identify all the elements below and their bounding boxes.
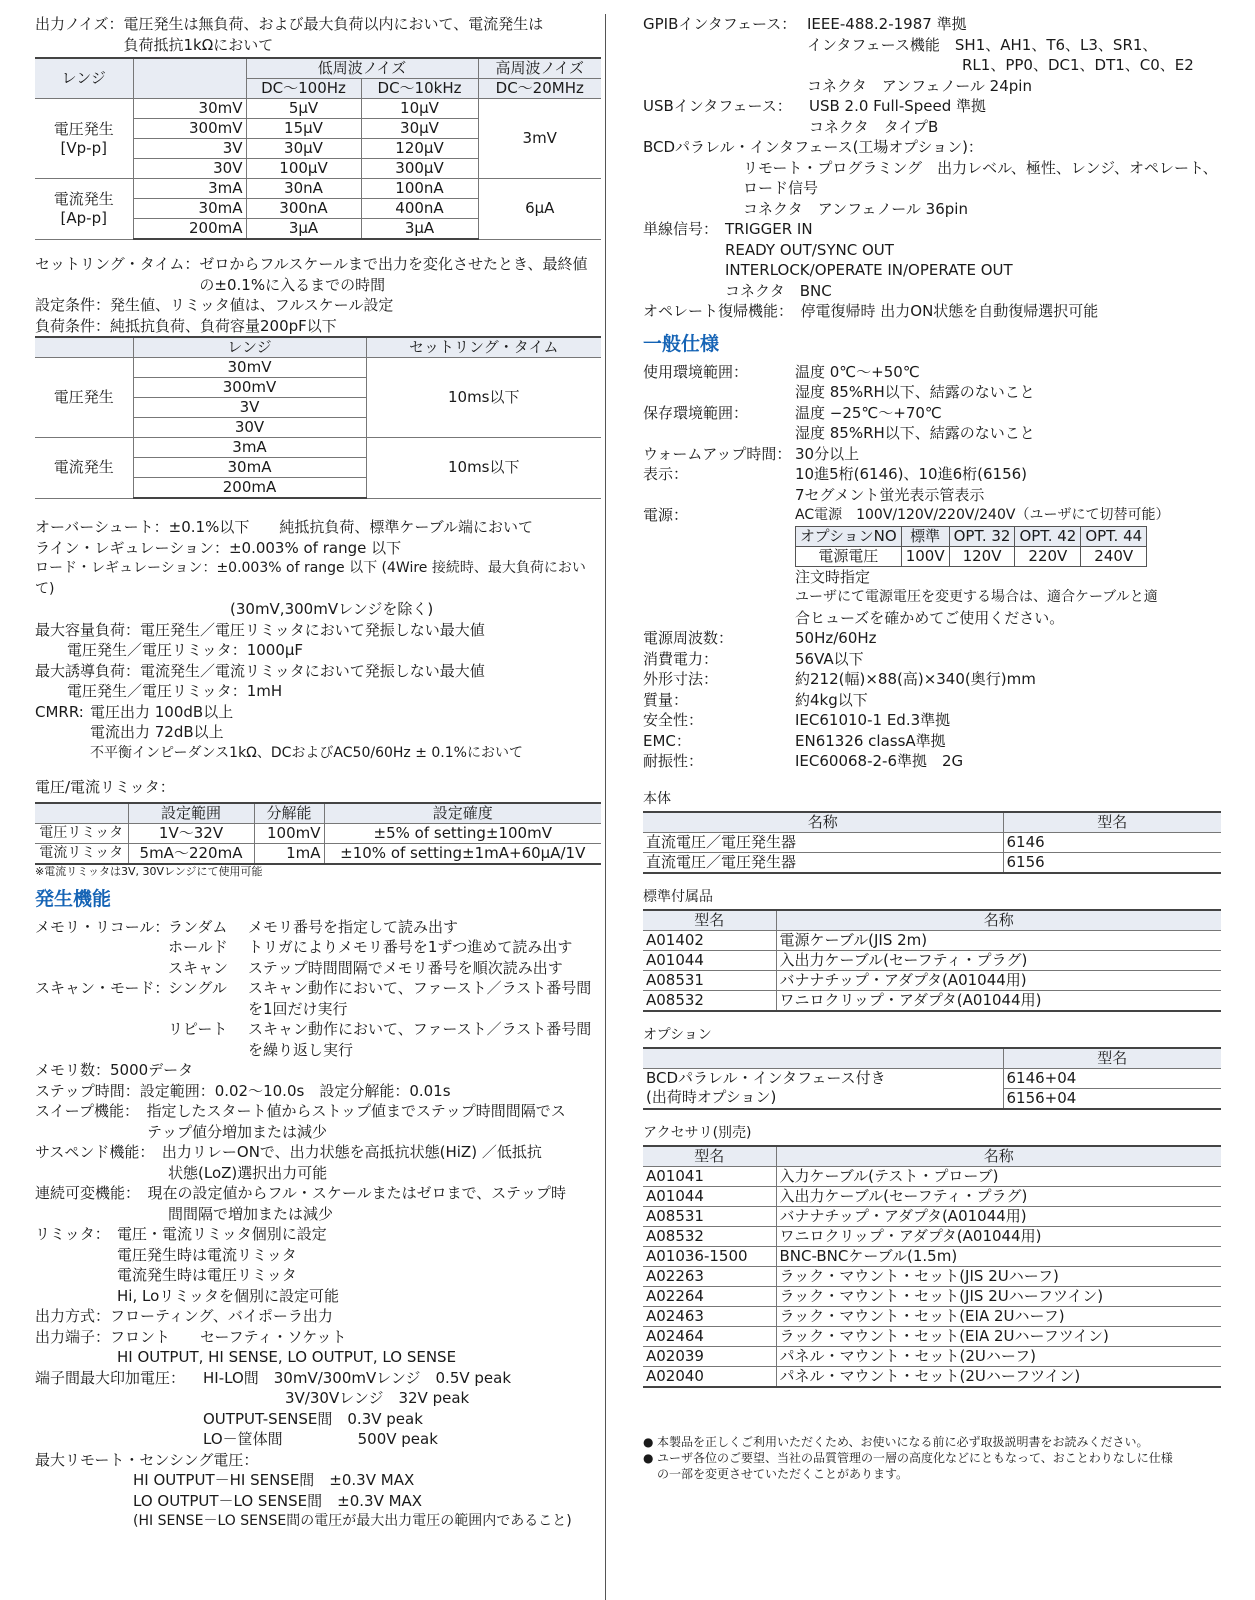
continuous-2: 間間隔で増加または減少	[168, 1204, 334, 1223]
std-row-model: A01402	[643, 930, 776, 950]
cmrr-current: 電流出力 72dB以上	[90, 723, 224, 741]
power-header: 標準	[901, 526, 949, 546]
line-regulation: ライン・レギュレーション：±0.003% of range 以下	[35, 538, 402, 557]
suspend-1: サスペンド機能： 出力リレーONで、出力状態を高抵抗状態(HiZ) ／低抵抗	[35, 1143, 542, 1161]
limiter-func-label: リミッタ：	[35, 1225, 110, 1243]
scan-mode-desc: スキャン動作において、ファースト／ラスト番号間	[248, 1020, 592, 1038]
noise-low-cell: 30nA	[246, 179, 361, 199]
acc-row-model: A02463	[643, 1306, 776, 1326]
spec-key	[643, 423, 795, 444]
power-note-2: ユーザにて電源電圧を変更する場合は、適合ケーブルと適	[795, 589, 1158, 605]
acc-row-model: A02264	[643, 1286, 776, 1306]
suspend-2: 状態(LoZ)選択出力可能	[168, 1163, 328, 1182]
power-header: OPT. 42	[1015, 526, 1081, 546]
spec-value: 7セグメント蛍光表示管表示	[795, 485, 985, 504]
general-specs-2	[643, 628, 1221, 772]
generation-section-title: 発生機能	[35, 887, 112, 910]
power-value: 100V	[901, 546, 949, 566]
power-note-1: 注文時指定	[795, 567, 871, 586]
settling-range-cell: 200mA	[133, 478, 366, 499]
noise-header-low: 低周波ノイズ	[246, 58, 478, 79]
spec-value: IEC60068-2-6準拠 2G	[795, 752, 964, 770]
right-column	[643, 14, 1221, 1482]
remote-sensing-1: HI OUTPUT－HI SENSE間 ±0.3V MAX	[133, 1471, 415, 1489]
acc-row-name: ラック・マウント・セット(EIA 2Uハーフ)	[776, 1306, 1221, 1326]
noise-low-cell: 15μV	[246, 119, 361, 139]
acc-row-name: 入出力ケーブル(セーフティ・プラグ)	[776, 1186, 1221, 1206]
spec-key	[643, 485, 795, 506]
scan-mode-key: リピート	[168, 1020, 228, 1038]
output-noise-row	[35, 14, 601, 55]
limiter-row-name: 電圧リミッタ	[35, 823, 128, 843]
acc-row-name: 入力ケーブル(テスト・プローブ)	[776, 1166, 1221, 1186]
power-value: 240V	[1081, 546, 1147, 566]
settling-condition: 設定条件：発生値、リミッタ値は、フルスケール設定	[35, 296, 394, 314]
noise-low-cell: 400nA	[361, 199, 478, 219]
acc-row-model: A08532	[643, 1226, 776, 1246]
noise-header-range: レンジ	[35, 58, 133, 99]
noise-voltage-group-line1: 電圧発生	[53, 119, 114, 138]
signal-interlock: INTERLOCK/OPERATE IN/OPERATE OUT	[725, 261, 1013, 279]
max-capacitive-2: 電圧発生／電圧リミッタ：1000μF	[67, 641, 304, 659]
spec-key: 保存環境範囲：	[643, 403, 749, 422]
limiter-row-accuracy: ±10% of setting±1mA+60μA/1V	[324, 843, 601, 864]
sweep-2: テップ値分増加または減少	[147, 1122, 328, 1141]
scan-mode-label: スキャン・モード：	[35, 979, 170, 997]
scan-mode-desc: を1回だけ実行	[248, 999, 348, 1018]
memory-recall-label: メモリ・リコール：	[35, 917, 170, 936]
usb-standard: USB 2.0 Full-Speed 準拠	[809, 97, 987, 115]
noise-low-cell: 120μV	[361, 139, 478, 159]
power-header: OPT. 32	[949, 526, 1015, 546]
max-capacitive-1: 最大容量負荷：電圧発生／電圧リミッタにおいて発振しない最大値	[35, 620, 485, 639]
acc-row-name: ワニロクリップ・アダプタ(A01044用)	[776, 1226, 1221, 1246]
power-note-3: 合ヒューズを確かめてご使用ください。	[795, 608, 1065, 627]
std-row-model: A08532	[643, 990, 776, 1011]
general-specs	[643, 362, 1221, 526]
load-regulation-1: ロード・レギュレーション：±0.003% of range 以下 (4Wire 接続時、最大負荷において)	[35, 560, 586, 597]
acc-row-name: パネル・マウント・セット(2Uハーフツイン)	[776, 1366, 1221, 1387]
acc-header-name: 名称	[776, 1146, 1221, 1167]
options-row-name-2: (出荷時オプション)	[643, 1088, 1003, 1109]
body-row-model: 6156	[1003, 852, 1221, 873]
noise-low-cell: 300nA	[246, 199, 361, 219]
acc-row-model: A02039	[643, 1346, 776, 1366]
spec-key: 消費電力：	[643, 649, 719, 668]
output-noise-label: 出力ノイズ：	[35, 15, 124, 33]
signal-connector: コネクタ BNC	[725, 281, 832, 300]
step-time: ステップ時間：設定範囲：0.02～10.0s 設定分解能：0.01s	[35, 1081, 451, 1100]
accessories-table	[643, 1145, 1221, 1388]
noise-range-cell: 3mA	[133, 179, 246, 199]
spec-key: ウォームアップ時間：	[643, 444, 792, 463]
noise-current-group-line2: [Ap-p]	[60, 208, 107, 227]
spec-key: 使用環境範囲：	[643, 362, 749, 381]
limiter-title: 電圧/電流リミッタ：	[35, 778, 175, 796]
settling-voltage-group: 電圧発生	[35, 358, 133, 438]
spec-value: EN61326 classA準拠	[795, 731, 946, 750]
output-noise-desc-2: 負荷抵抗1kΩにおいて	[123, 35, 274, 54]
max-voltage-1: HI-LO間 30mV/300mVレンジ 0.5V peak	[203, 1368, 512, 1387]
spec-key: 外形寸法：	[643, 670, 719, 688]
single-signal-row	[643, 219, 1221, 301]
cmrr-label: CMRR:	[35, 702, 84, 721]
general-spec-title: 一般仕様	[643, 332, 720, 355]
settling-desc-1: ゼロからフルスケールまで出力を変化させたとき、最終値	[199, 255, 588, 273]
spec-value: 温度 −25℃～+70℃	[795, 403, 942, 422]
limiter-row-range: 5mA～220mA	[128, 843, 254, 864]
spec-value: 温度 0℃～+50℃	[795, 362, 920, 381]
output-terminal-1: 出力端子：フロント セーフティ・ソケット	[35, 1327, 347, 1346]
spec-value: 50Hz/60Hz	[795, 629, 877, 647]
std-row-name: 電源ケーブル(JIS 2m)	[776, 930, 1221, 950]
power-value: 電源電圧	[796, 546, 902, 566]
acc-row-name: ラック・マウント・セット(EIA 2Uハーフツイン)	[776, 1326, 1221, 1346]
bcd-connector: コネクタ アンフェノール 36pin	[743, 199, 968, 218]
acc-row-name: ラック・マウント・セット(JIS 2Uハーフ)	[776, 1266, 1221, 1286]
noise-voltage-group	[35, 99, 133, 179]
settling-range-cell: 30V	[133, 418, 366, 438]
scan-mode-key: シングル	[168, 979, 227, 997]
acc-row-name: BNC-BNCケーブル(1.5m)	[776, 1246, 1221, 1266]
body-title: 本体	[643, 790, 671, 807]
max-inductive-1: 最大誘導負荷：電流発生／電流リミッタにおいて発振しない最大値	[35, 661, 485, 680]
load-condition: 負荷条件：純抵抗負荷、負荷容量200pF以下	[35, 316, 337, 335]
settling-current-group: 電流発生	[35, 438, 133, 499]
settling-header-time: セットリング・タイム	[366, 337, 601, 358]
std-accessories-table	[643, 909, 1221, 1012]
noise-range-cell: 30mV	[133, 99, 246, 119]
std-row-name: ワニロクリップ・アダプタ(A01044用)	[776, 990, 1221, 1011]
acc-row-model: A02263	[643, 1266, 776, 1286]
settling-desc-2: の±0.1%に入るまでの時間	[199, 275, 386, 294]
body-header-name: 名称	[643, 812, 1003, 833]
noise-low-cell: 300μV	[361, 159, 478, 179]
std-row-model: A08531	[643, 970, 776, 990]
settling-row	[35, 254, 601, 295]
output-noise-desc-1: 電圧発生は無負荷、および最大負荷以内において、電流発生は	[123, 15, 544, 33]
spec-key: 電源：	[643, 506, 689, 524]
options-row-name: BCDパラレル・インタフェース付き	[646, 1068, 886, 1087]
limiter-row-name: 電流リミッタ	[35, 843, 128, 864]
noise-low-cell: 5μV	[246, 99, 361, 119]
spec-key: 安全性：	[643, 711, 704, 729]
noise-range-cell: 30mA	[133, 199, 246, 219]
noise-current-group	[35, 179, 133, 240]
limiter-header-range: 設定範囲	[128, 803, 254, 824]
acc-row-model: A01044	[643, 1186, 776, 1206]
limiter-table	[35, 802, 601, 865]
noise-low-cell: 10μV	[361, 99, 478, 119]
memory-mode-key: ランダム	[168, 917, 228, 936]
spec-value: 約4kg以下	[795, 690, 868, 709]
memory-recall-row	[35, 917, 601, 979]
load-regulation-2: (30mV,300mVレンジを除く)	[230, 600, 434, 618]
noise-range-cell: 30V	[133, 159, 246, 179]
max-voltage-2: 3V/30Vレンジ 32V peak	[285, 1389, 470, 1407]
limiter-func-2: 電圧発生時は電流リミッタ	[117, 1245, 297, 1264]
limiter-row-range: 1V～32V	[128, 823, 254, 843]
memory-count: メモリ数：5000データ	[35, 1061, 194, 1079]
spec-value: 約212(幅)×88(高)×340(奥行)mm	[795, 670, 1036, 688]
single-signal-label: 単線信号：	[643, 220, 719, 238]
std-accessories-title: 標準付属品	[643, 888, 713, 905]
body-header-model: 型名	[1003, 812, 1221, 833]
std-row-name: バナナチップ・アダプタ(A01044用)	[776, 970, 1221, 990]
max-voltage-3: OUTPUT-SENSE間 0.3V peak	[203, 1409, 423, 1428]
spec-key: EMC：	[643, 731, 691, 750]
limiter-note: ※電流リミッタは3V, 30Vレンジにて使用可能	[35, 864, 263, 878]
noise-header-high: 高周波ノイズ	[478, 58, 601, 79]
noise-current-group-line1: 電流発生	[53, 189, 114, 208]
limiter-row-resolution: 100mV	[254, 823, 324, 843]
power-value: 120V	[949, 546, 1015, 566]
spec-key	[643, 382, 795, 403]
limiter-header-accuracy: 設定確度	[324, 803, 601, 824]
limiter-row-accuracy: ±5% of setting±100mV	[324, 823, 601, 843]
scan-mode-row	[35, 978, 601, 1060]
acc-row-model: A01041	[643, 1166, 776, 1186]
noise-header-dc20m: DC～20MHz	[478, 79, 601, 99]
gpib-functions-1: インタフェース機能 SH1、AH1、T6、L3、SR1、	[807, 35, 1158, 54]
memory-mode-desc: トリガによりメモリ番号を1ずつ進めて読み出す	[248, 938, 573, 956]
noise-low-cell: 100μV	[246, 159, 361, 179]
limiter-header-blank	[35, 803, 128, 824]
power-header: オプションNO	[796, 526, 902, 546]
options-table	[643, 1047, 1221, 1110]
body-row-model: 6146	[1003, 832, 1221, 852]
overshoot: オーバーシュート：±0.1%以下 純抵抗負荷、標準ケーブル端において	[35, 518, 533, 536]
scan-mode-desc: を繰り返し実行	[248, 1040, 354, 1059]
bcd-remote: リモート・プログラミング 出力レベル、極性、レンジ、オペレート、	[743, 158, 1218, 177]
remote-sensing-3: (HI SENSE－LO SENSE間の電圧が最大出力電圧の範囲内であること)	[133, 1513, 572, 1529]
max-voltage-label: 端子間最大印加電圧：	[35, 1368, 186, 1387]
acc-row-name: パネル・マウント・セット(2Uハーフ)	[776, 1346, 1221, 1366]
usb-connector: コネクタ タイプB	[809, 117, 939, 136]
noise-range-cell: 300mV	[133, 119, 246, 139]
bullet-icon: ●	[643, 1434, 654, 1449]
note-2b: の一部を変更させていただくことがあります。	[657, 1466, 909, 1481]
gpib-functions-2: RL1、PP0、DC1、DT1、C0、E2	[962, 56, 1194, 74]
spec-key: 電源周波数：	[643, 629, 734, 647]
cmrr-voltage: 電圧出力 100dB以上	[90, 702, 234, 721]
noise-header-dc10k: DC～10kHz	[361, 79, 478, 99]
limiter-header-resolution: 分解能	[254, 803, 324, 824]
limiter-func-4: Hi, Loリミッタを個別に設定可能	[117, 1286, 339, 1305]
options-row-model: 6146+04	[1003, 1068, 1221, 1088]
options-title: オプション	[643, 1026, 712, 1043]
settling-range-cell: 30mA	[133, 458, 366, 478]
remote-sensing-label: 最大リモート・センシング電圧：	[35, 1450, 259, 1469]
max-inductive-2: 電圧発生／電圧リミッタ：1mH	[67, 682, 283, 700]
noise-header-dc100: DC～100Hz	[246, 79, 361, 99]
acc-row-model: A02040	[643, 1366, 776, 1387]
options-header-name	[643, 1048, 1003, 1069]
acc-row-model: A08531	[643, 1206, 776, 1226]
max-voltage-row	[35, 1368, 601, 1389]
memory-mode-desc: ステップ時間間隔でメモリ番号を順次読み出す	[248, 958, 563, 977]
std-header-name: 名称	[776, 910, 1221, 931]
signal-trigger: TRIGGER IN	[725, 220, 813, 238]
spec-value: IEC61010-1 Ed.3準拠	[795, 711, 951, 729]
spec-key: 表示：	[643, 465, 689, 483]
power-value: 220V	[1015, 546, 1081, 566]
gpib-standard: IEEE-488.2-1987 準拠	[807, 15, 967, 33]
note-2a: ユーザ各位のご要望、当社の品質管理の一層の高度化などにともなって、おことわりなしに仕様	[657, 1450, 1173, 1465]
spec-key: 質量：	[643, 690, 689, 709]
notes	[643, 1434, 1221, 1482]
noise-low-cell: 30μV	[361, 119, 478, 139]
noise-low-cell: 30μV	[246, 139, 361, 159]
memory-mode-key: スキャン	[168, 958, 229, 977]
noise-low-cell: 100nA	[361, 179, 478, 199]
output-mode: 出力方式：フローティング、バイポーラ出力	[35, 1307, 333, 1325]
noise-range-cell: 3V	[133, 139, 246, 159]
limiter-func-row	[35, 1224, 601, 1306]
spec-value: 56VA以下	[795, 649, 864, 668]
bullet-icon: ●	[643, 1450, 654, 1465]
acc-row-name: バナナチップ・アダプタ(A01044用)	[776, 1206, 1221, 1226]
noise-low-cell: 3μA	[246, 219, 361, 240]
settling-label: セットリング・タイム：	[35, 255, 200, 273]
acc-header-model: 型名	[643, 1146, 776, 1167]
gpib-connector: コネクタ アンフェノール 24pin	[807, 76, 1032, 95]
noise-voltage-group-line2: [Vp-p]	[60, 138, 107, 157]
settling-range-cell: 300mV	[133, 378, 366, 398]
body-table	[643, 811, 1221, 874]
operate-recovery: オペレート復帰機能： 停電復帰時 出力ON状態を自動復帰選択可能	[643, 302, 1099, 320]
spec-value: 湿度 85%RH以下、結露のないこと	[795, 424, 1035, 442]
left-column	[35, 14, 606, 1600]
usb-label: USBインタフェース：	[643, 97, 792, 115]
noise-current-high: 6μA	[478, 179, 601, 240]
output-terminal-2: HI OUTPUT, HI SENSE, LO OUTPUT, LO SENSE	[117, 1348, 457, 1366]
settling-range-cell: 30mV	[133, 358, 366, 378]
options-row-model: 6156+04	[1003, 1088, 1221, 1109]
std-row-name: 入出力ケーブル(セーフティ・プラグ)	[776, 950, 1221, 970]
settling-range-cell: 3V	[133, 398, 366, 418]
noise-range-cell: 200mA	[133, 219, 246, 240]
body-row-name: 直流電圧／電圧発生器	[643, 852, 1003, 873]
settling-table	[35, 336, 601, 499]
gpib-row	[643, 14, 1221, 96]
note-1: 本製品を正しくご利用いただくため、お使いになる前に必ず取扱説明書をお読みください。	[657, 1434, 1149, 1449]
settling-range-cell: 3mA	[133, 438, 366, 458]
remote-sensing-2: LO OUTPUT－LO SENSE間 ±0.3V MAX	[133, 1491, 423, 1510]
noise-low-cell: 3μA	[361, 219, 478, 240]
spec-value: 10進5桁(6146)、10進6桁(6156)	[795, 465, 1028, 483]
noise-voltage-high: 3mV	[478, 99, 601, 179]
body-row-name: 直流電圧／電圧発生器	[643, 832, 1003, 852]
bcd-remote-2: ロード信号	[743, 179, 819, 197]
options-header-model: 型名	[1003, 1048, 1221, 1069]
signal-ready: READY OUT/SYNC OUT	[725, 240, 894, 259]
acc-row-name: ラック・マウント・セット(JIS 2Uハーフツイン)	[776, 1286, 1221, 1306]
acc-row-model: A01036-1500	[643, 1246, 776, 1266]
sweep-1: スイープ機能： 指定したスタート値からストップ値までステップ時間間隔でス	[35, 1102, 566, 1120]
left-column-content	[35, 14, 601, 1532]
settling-voltage-time: 10ms以下	[366, 358, 601, 438]
gpib-label: GPIBインタフェース：	[643, 15, 797, 33]
settling-current-time: 10ms以下	[366, 438, 601, 499]
power-header: OPT. 44	[1081, 526, 1147, 546]
memory-mode-desc: メモリ番号を指定して読み出す	[248, 917, 459, 936]
cmrr-row	[35, 702, 601, 764]
spec-value: 湿度 85%RH以下、結露のないこと	[795, 383, 1035, 401]
std-header-model: 型名	[643, 910, 776, 931]
power-voltage-table	[795, 526, 1147, 567]
settling-header-range: レンジ	[133, 337, 366, 358]
spec-key: 耐振性：	[643, 752, 704, 770]
scan-mode-desc: スキャン動作において、ファースト／ラスト番号間	[248, 979, 592, 997]
bcd-label: BCDパラレル・インタフェース(工場オプション)：	[643, 138, 983, 156]
spec-value: AC電源 100V/120V/220V/240V（ユーザにて切替可能）	[795, 507, 1170, 523]
std-row-model: A01044	[643, 950, 776, 970]
accessories-title: アクセサリ(別売)	[643, 1124, 752, 1141]
limiter-func-3: 電流発生時は電圧リミッタ	[117, 1266, 297, 1284]
max-voltage-4: LO－筐体間 500V peak	[203, 1430, 438, 1448]
noise-table	[35, 57, 601, 240]
spec-value: 30分以上	[795, 444, 860, 463]
usb-row	[643, 96, 1221, 137]
limiter-row-resolution: 1mA	[254, 843, 324, 864]
continuous-1: 連続可変機能： 現在の設定値からフル・スケールまたはゼロまで、ステップ時	[35, 1184, 567, 1202]
acc-row-model: A02464	[643, 1326, 776, 1346]
memory-mode-key: ホールド	[168, 938, 228, 956]
cmrr-impedance: 不平衡インピーダンス1kΩ、DCおよびAC50/60Hz ± 0.1%において	[90, 744, 523, 761]
limiter-func-1: 電圧・電流リミッタ個別に設定	[117, 1225, 327, 1243]
